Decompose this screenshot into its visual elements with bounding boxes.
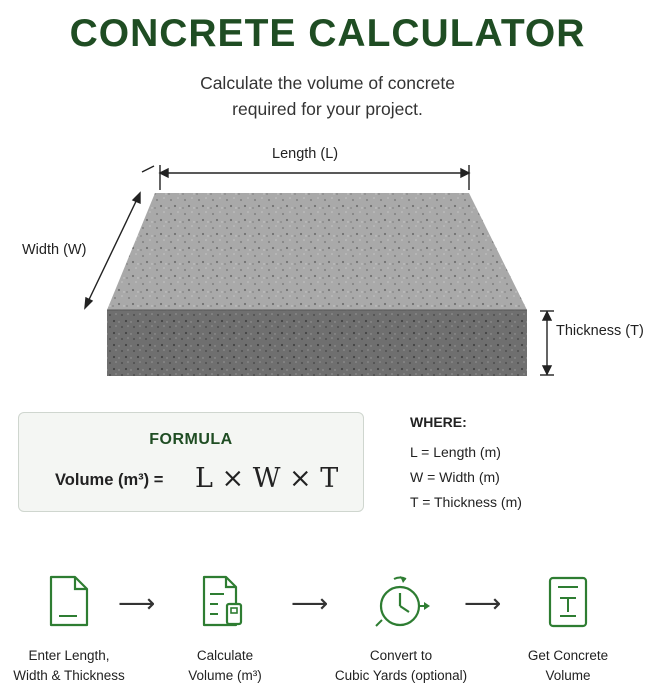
formula-lhs: Volume (m³) = [55,471,164,489]
step-label-convert-yards [326,646,476,686]
thickness-label: Thickness (T) [556,323,644,339]
step-label-line: Enter Length, [28,648,110,663]
step-label-enter-dimensions [0,646,144,686]
length-dimension-line [142,165,469,190]
step-label-line: Width & Thickness [13,668,125,683]
where-heading: WHERE: [410,414,467,430]
step-label-line: Get Concrete [527,648,609,663]
subtitle-line-1: Calculate the volume of concrete [200,73,455,93]
where-item-length: L = Length (m) [410,444,501,460]
step-label-line: Volume (m³) [188,668,262,683]
concrete-slab-diagram [0,140,655,385]
length-label: Length (L) [272,146,339,162]
thickness-dimension-line [540,311,554,375]
step-label-line: Convert to [369,648,433,663]
formula-box [18,412,364,512]
formula-rhs: L × W × T [195,463,339,494]
step-label-line: Calculate [196,648,254,663]
width-label: Width (W) [22,242,87,258]
arrow-icon: ⟶ [118,588,156,618]
where-item-width: W = Width (m) [410,469,500,485]
where-item-thickness: T = Thickness (m) [410,494,522,510]
clipboard-icon [546,574,592,630]
step-label-calculate-volume [150,646,300,686]
step-label-line: Volume [545,668,591,683]
step-label-line: Cubic Yards (optional) [334,668,468,683]
arrow-icon: ⟶ [291,588,329,618]
page-subtitle [0,70,655,122]
document-icon [47,574,91,628]
step-label-get-volume [493,646,643,686]
convert-icon [372,574,432,630]
arrow-icon: ⟶ [464,588,502,618]
formula-heading: FORMULA [149,431,233,448]
calculator-icon [200,574,250,630]
subtitle-line-2: required for your project. [232,99,423,119]
page-title: CONCRETE CALCULATOR [69,12,586,55]
